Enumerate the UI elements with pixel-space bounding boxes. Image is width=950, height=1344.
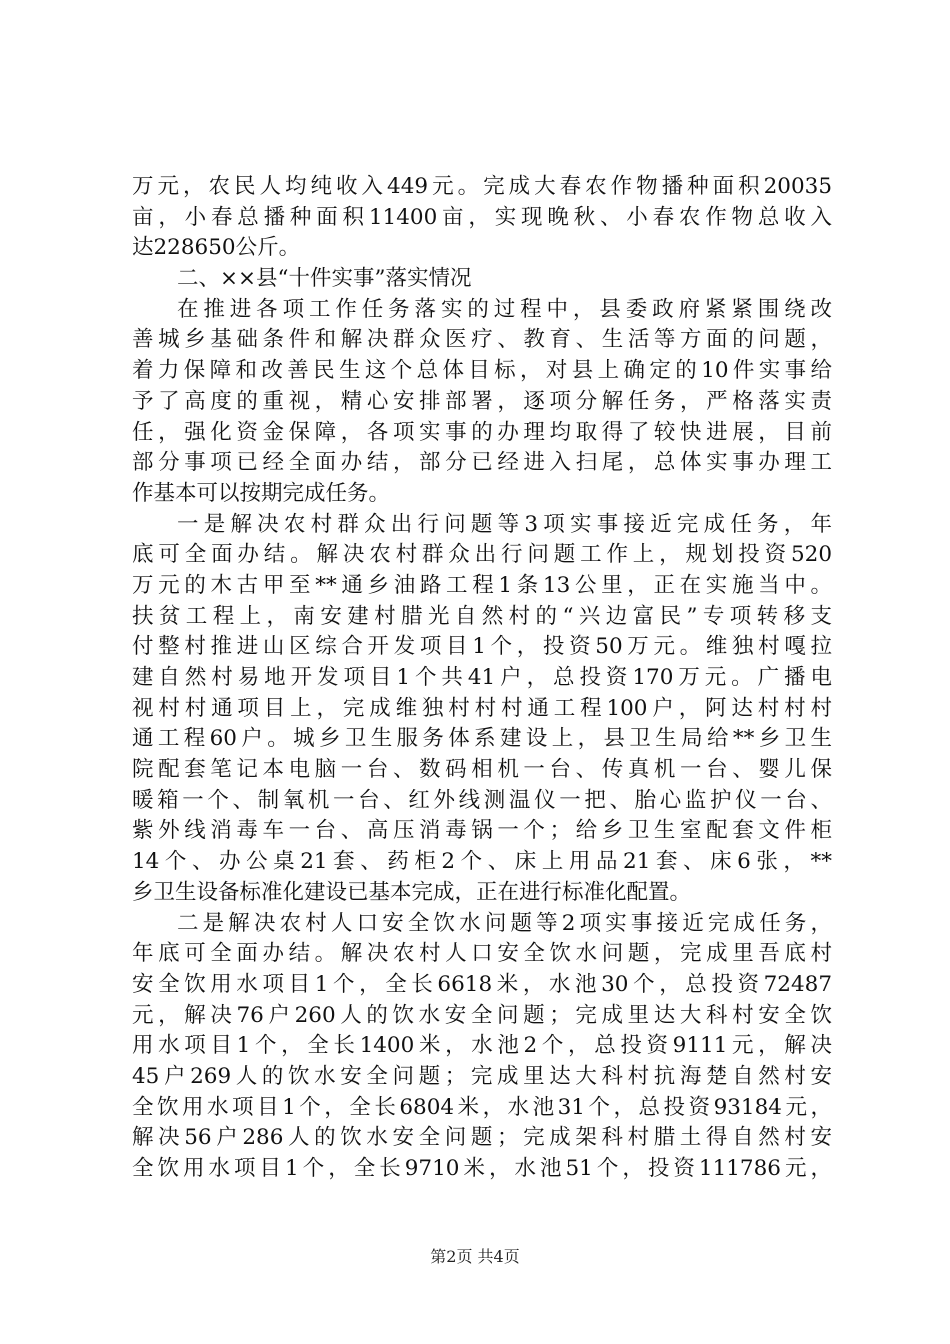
text-line: 着力保障和改善民生这个总体目标，对县上确定的10件实事给: [132, 358, 832, 384]
text-line: 年底可全面办结。解决农村人口安全饮水问题，完成里吾底村: [132, 941, 832, 967]
text-line: 善城乡基础条件和解决群众医疗、教育、生活等方面的问题，: [132, 327, 832, 353]
text-line: 部分事项已经全面办结，部分已经进入扫尾，总体实事办理工: [132, 450, 832, 476]
page-number-footer: 第2页 共4页: [430, 1247, 520, 1266]
text-line: 乡卫生设备标准化建设已基本完成，正在进行标准化配置。: [132, 879, 692, 905]
text-line: 达228650公斤。: [132, 235, 301, 261]
text-line: 付整村推进山区综合开发项目1个，投资50万元。维独村嘎拉: [132, 634, 832, 660]
text-line: 二是解决农村人口安全饮水问题等2项实事接近完成任务，: [177, 910, 832, 936]
text-line: 万元的木古甲至**通乡油路工程1条13公里，正在实施当中。: [132, 572, 832, 598]
text-line: 扶贫工程上，南安建村腊光自然村的“兴边富民”专项转移支: [132, 603, 832, 629]
text-line: 在推进各项工作任务落实的过程中，县委政府紧紧围绕改: [177, 296, 832, 322]
text-line: 底可全面办结。解决农村群众出行问题工作上，规划投资520: [132, 542, 832, 568]
text-line: 全饮用水项目1个，全长9710米，水池51个，投资111786元，: [132, 1156, 832, 1181]
text-line: 用水项目1个，全长1400米，水池2个，总投资9111元，解决: [132, 1033, 832, 1059]
text-line: 安全饮用水项目1个，全长6618米，水池30个，总投资72487: [132, 971, 832, 997]
document-body: [132, 172, 832, 1185]
text-line: 一是解决农村群众出行问题等3项实事接近完成任务，年: [177, 511, 832, 537]
text-line: 紫外线消毒车一台、高压消毒锅一个；给乡卫生室配套文件柜: [132, 818, 832, 844]
text-line: 元，解决76户260人的饮水安全问题；完成里达大科村安全饮: [132, 1002, 832, 1028]
text-line: 作基本可以按期完成任务。: [132, 480, 391, 506]
text-line: 任，强化资金保障，各项实事的办理均取得了较快进展，目前: [132, 419, 832, 445]
text-line: 予了高度的重视，精心安排部署，逐项分解任务，严格落实责: [132, 388, 832, 414]
text-line: 暖箱一个、制氧机一台、红外线测温仪一把、胎心监护仪一台、: [132, 787, 832, 813]
text-line: 万元，农民人均纯收入449元。完成大春农作物播种面积20035: [132, 174, 832, 199]
text-line: 亩，小春总播种面积11400亩，实现晚秋、小春农作物总收入: [132, 204, 832, 230]
text-line: 建自然村易地开发项目1个共41户，总投资170万元。广播电: [132, 665, 832, 690]
text-line: 解决56户286人的饮水安全问题；完成架科村腊土得自然村安: [132, 1125, 832, 1151]
section-heading: 二、××县“十件实事”落实情况: [177, 266, 472, 292]
text-line: 视村村通项目上，完成维独村村村通工程100户，阿达村村村: [132, 695, 832, 721]
text-line: 全饮用水项目1个，全长6804米，水池31个，总投资93184元，: [132, 1094, 832, 1120]
text-line: 院配套笔记本电脑一台、数码相机一台、传真机一台、婴儿保: [132, 757, 832, 783]
text-line: 45户269人的饮水安全问题；完成里达大科村抗海楚自然村安: [132, 1063, 832, 1089]
text-line: 14个、办公桌21套、药柜2个、床上用品21套、床6张，**: [132, 849, 832, 875]
text-line: 通工程60户。城乡卫生服务体系建设上，县卫生局给**乡卫生: [132, 726, 832, 752]
